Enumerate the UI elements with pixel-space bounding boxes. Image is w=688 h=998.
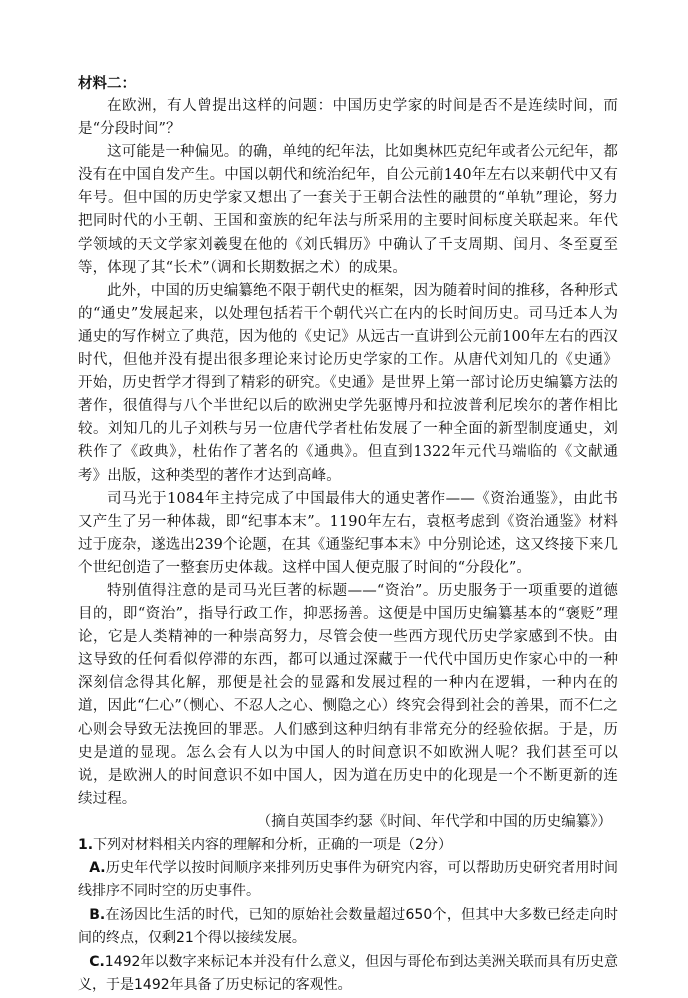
question-text: 下列对材料相关内容的理解和分析，正确的一项是（2分）	[93, 836, 452, 853]
material-paragraph-4: 司马光于1084年主持完成了中国最伟大的通史著作——《资治通鉴》，由此书又产生了另一种体裁，即“纪事本末”。1190年左右，袁枢考虑到《资治通鉴》材料过于庞杂，遂选出239个论题，在其《通鉴纪事本末》中分别论述，这又终接下来几个世纪创造了一整套历史体裁。这样中国人便克服了时间的“分段化”。	[78, 490, 618, 576]
option-letter: B.	[89, 906, 106, 923]
option-text: 1492年以数字来标记本并没有什么意义，但因与哥伦布到达美洲关联而具有历史意义，于是1492年具备了历史标记的客观性。	[78, 953, 618, 994]
material-paragraph-2: 这可能是一种偏见。的确，单纯的纪年法，比如奥林匹克纪年或者公元纪年，都没有在中国自发产生。中国以朝代和统治纪年，自公元前140年左右以来朝代中又有年号。但中国的历史学家又想出了一套关于王朝合法性的融贯的“单轨”理论，努力把同时代的小王朝、王国和蛮族的纪年法与所采用的主要时间标度关联起来。年代学领域的天文学家刘羲叟在他的《刘氏辑历》中确认了千支周期、闰月、冬至夏至等，体现了其“长术”（调和长期数据之术）的成果。	[78, 144, 618, 276]
material-heading: 材料二：	[78, 75, 136, 92]
option-text: 在汤因比生活的时代，已知的原始社会数量超过650个，但其中大多数已经走向时间的终点，仅剩21个得以接续发展。	[78, 906, 618, 947]
option-letter: C.	[89, 953, 105, 970]
material-paragraph-1: 在欧洲，有人曾提出这样的问题：中国历史学家的时间是否不是连续时间，而是“分段时间”？	[78, 98, 618, 138]
option-letter: A.	[89, 859, 106, 876]
source-citation: （摘自英国李约瑟《时间、年代学和中国的历史编纂》）	[256, 813, 612, 830]
material-paragraph-5: 特别值得注意的是司马光巨著的标题——“资治”。历史服务于一项重要的道德目的，即“资治”，指导行政工作，抑恶扬善。这便是中国历史编纂基本的“褒贬”理论，它是人类精神的一种崇高努力，尽管会使一些西方现代历史学家感到不快。由这导致的任何看似停滞的东西，都可以通过深藏于一代代中国历史作家心中的一种深刻信念得其化解，那便是社会的显露和发展过程的一种内在逻辑，一种内在的道，因此“仁心”（恻心、不忍人之心、恻隐之心）终究会得到社会的善果，而不仁之心则会导致无法挽回的罪恶。人们感到这种归纳有非常充分的经验依据。于是，历史是道的显现。怎么会有人以为中国人的时间意识不如欧洲人呢？我们甚至可以说，是欧洲人的时间意识不如中国人，因为道在历史中的化现是一个不断更新的连续过程。	[78, 582, 618, 807]
question-number: 1.	[78, 836, 94, 853]
material-paragraph-3: 此外，中国的历史编纂绝不限于朝代史的框架，因为随着时间的推移，各种形式的“通史”发展起来，以处理包括若干个朝代兴亡在内的长时间历史。司马迁本人为通史的写作树立了典范，因为他的《史记》从远古一直讲到公元前100年左右的西汉时代，但他并没有提出很多理论来讨论历史学家的工作。从唐代刘知几的《史通》开始，历史哲学才得到了精彩的研究。《史通》是世界上第一部讨论历史编纂方法的著作，很值得与八个半世纪以后的欧洲史学先驱博丹和拉波普利尼埃尔的著作相比较。刘知几的儿子刘秩与另一位唐代学者杜佑发展了一种全面的新型制度通史，刘秩作了《政典》，杜佑作了著名的《通典》。但直到1322年元代马端临的《文献通考》出版，这种类型的著作才达到高峰。	[78, 282, 618, 484]
option-c	[78, 951, 618, 998]
document-page	[78, 72, 618, 998]
option-b	[78, 904, 618, 951]
option-a	[78, 857, 618, 904]
option-text: 历史年代学以按时间顺序来排列历史事件为研究内容，可以帮助历史研究者用时间线排序不同时空的历史事件。	[78, 859, 618, 900]
question-stem	[78, 834, 618, 857]
